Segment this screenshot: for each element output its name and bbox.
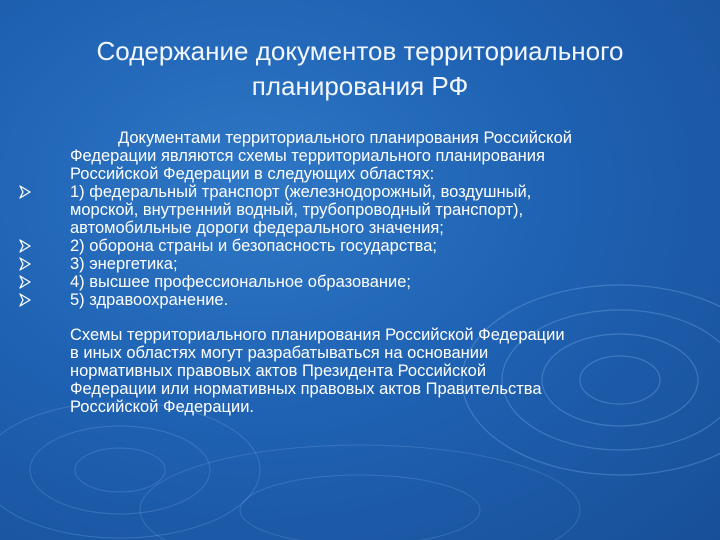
arrow-bullet-icon [18, 185, 32, 199]
slide-body [70, 129, 680, 416]
arrow-bullet-icon [18, 257, 32, 271]
list-item-text: 1) федеральный транспорт (железнодорожный, воздушный, [70, 183, 532, 201]
slide-title [40, 34, 680, 104]
list-item-text: 4) высшее профессиональное образование; [70, 273, 411, 291]
intro-line: Документами территориального планирования Российской [118, 129, 572, 147]
list-item [70, 255, 680, 273]
arrow-bullet-icon [18, 293, 32, 307]
arrow-bullet-icon [18, 239, 32, 253]
intro-line: Федерации являются схемы территориального планирования [70, 147, 545, 165]
list-item [70, 273, 680, 291]
outro-paragraph [70, 326, 680, 416]
list-item [70, 237, 680, 255]
outro-line: нормативных правовых актов Президента Российской [70, 362, 487, 380]
outro-line: Российской Федерации. [70, 398, 255, 416]
areas-list [70, 183, 680, 309]
outro-line: в иных областях могут разрабатываться на основании [70, 344, 489, 362]
list-item-text: автомобильные дороги федерального значения; [70, 219, 444, 237]
list-item-text: 3) энергетика; [70, 255, 178, 273]
outro-line: Схемы территориального планирования Российской Федерации [70, 326, 565, 344]
intro-line: Российской Федерации в следующих областях: [70, 165, 435, 183]
slide-title-line: планирования РФ [251, 71, 469, 101]
slide-title-line: Содержание документов территориального [96, 36, 624, 66]
intro-paragraph [70, 129, 680, 183]
list-item-text: 5) здравоохранение. [70, 291, 229, 309]
list-item [70, 183, 680, 237]
arrow-bullet-icon [18, 275, 32, 289]
outro-line: Федерации или нормативных правовых актов Правительства [70, 380, 542, 398]
list-item [70, 291, 680, 309]
list-item-text: 2) оборона страны и безопасность государства; [70, 237, 437, 255]
list-item-text: морской, внутренний водный, трубопроводный транспорт), [70, 201, 524, 219]
